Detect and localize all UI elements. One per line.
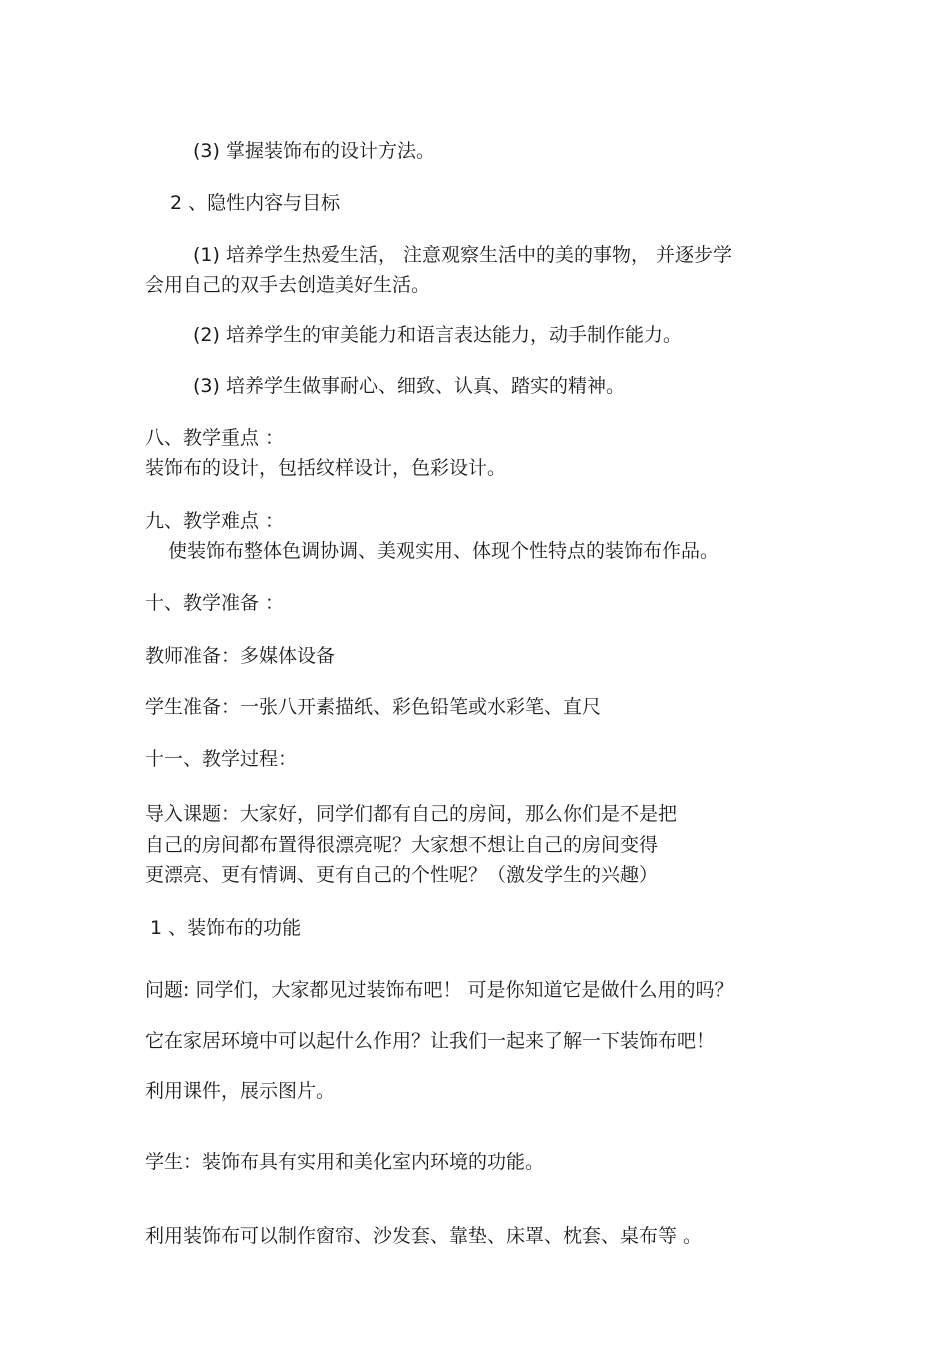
student-preparation-text: 学生准备：一张八开素描纸、彩色铅笔或水彩笔、直尺	[145, 696, 602, 718]
introduction-line-2: 自己的房间都布置得很漂亮呢？大家想不想让自己的房间变得	[145, 834, 659, 856]
question-line-1: 问题: 同学们，大家都见过装饰布吧！ 可是你知道它是做什么用的吗？	[145, 979, 734, 1001]
teacher-preparation-text: 教师准备：多媒体设备	[145, 645, 336, 667]
section-hidden-goals-heading: 2 、隐性内容与目标	[170, 192, 341, 214]
teaching-process-heading: 十一、教学过程：	[145, 748, 298, 770]
hidden-goal-1-continued: 会用自己的双手去创造美好生活。	[145, 274, 431, 296]
usage-examples-text: 利用装饰布可以制作窗帘、沙发套、靠垫、床罩、枕套、桌布等 。	[145, 1225, 703, 1247]
student-answer-text: 学生：装饰布具有实用和美化室内环境的功能。	[145, 1151, 545, 1173]
teaching-difficulty-heading: 九、教学难点 ：	[145, 510, 285, 532]
function-section-heading: 1 、装饰布的功能	[150, 917, 302, 939]
courseware-text: 利用课件，展示图片。	[145, 1080, 336, 1102]
teaching-preparation-heading: 十、教学准备 ：	[145, 592, 285, 614]
objective-3-text: (3) 掌握装饰布的设计方法。	[193, 140, 435, 162]
hidden-goal-3-text: (3) 培养学生做事耐心、细致、认真、踏实的精神。	[193, 375, 625, 397]
introduction-line-1: 导入课题：大家好，同学们都有自己的房间，那么你们是不是把	[145, 803, 678, 825]
teaching-focus-text: 装饰布的设计，包括纹样设计，色彩设计。	[145, 457, 507, 479]
hidden-goal-2-text: (2) 培养学生的审美能力和语言表达能力，动手制作能力。	[193, 324, 682, 346]
introduction-line-3: 更漂亮、更有情调、更有自己的个性呢？（激发学生的兴趣）	[145, 864, 659, 886]
question-line-2: 它在家居环境中可以起什么作用？让我们一起来了解一下装饰布吧！	[145, 1030, 716, 1052]
hidden-goal-1-text: (1) 培养学生热爱生活， 注意观察生活中的美的事物， 并逐步学	[193, 244, 733, 266]
teaching-difficulty-text: 使装饰布整体色调协调、美观实用、体现个性特点的装饰布作品。	[168, 540, 720, 562]
teaching-focus-heading: 八、教学重点 ：	[145, 427, 285, 449]
